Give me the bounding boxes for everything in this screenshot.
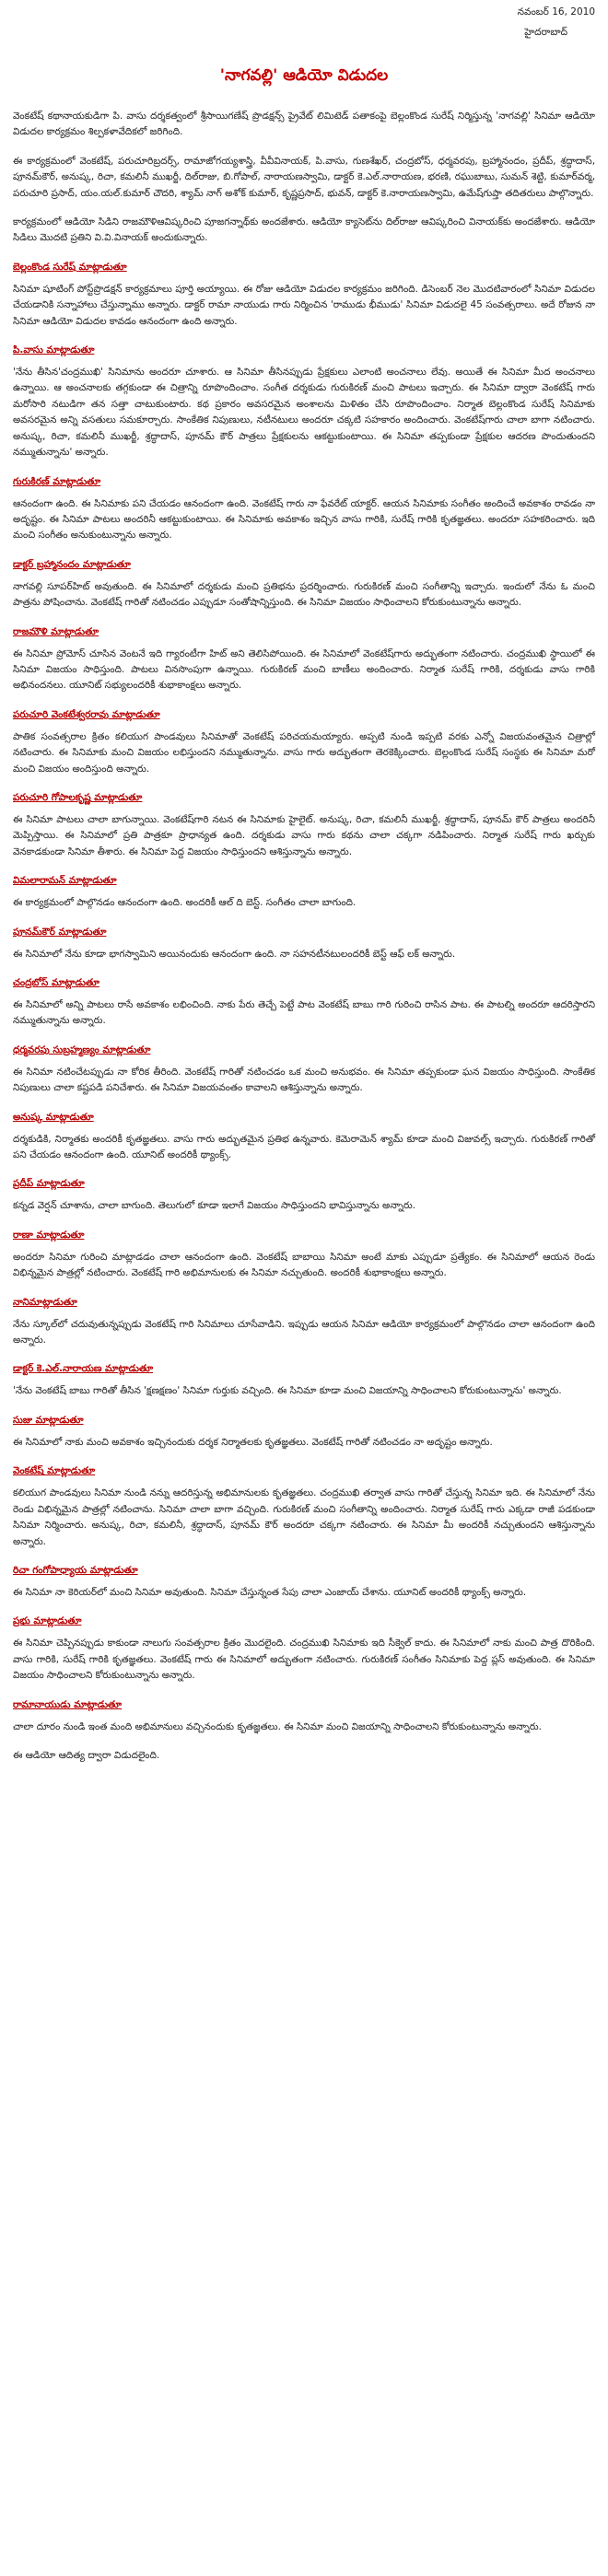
speaker-heading: పూనమ్‌కౌర్ మాట్లాడుతూ xyxy=(13,926,107,938)
city: హైదరాబాద్ xyxy=(524,27,567,38)
dateline xyxy=(13,6,595,39)
paragraph: నేను స్కూల్‌లో చదువుతున్నప్పుడు వెంకటేష్ గారి సినిమాలు చూసేవాడిని. ఇప్పుడు ఆయన సినిమా ఆడియో కార్యక్రమంలో పాల్గొనడం చాలా ఆనందంగా ఉంది అన్నారు. xyxy=(13,1318,595,1346)
date: నవంబర్ 16, 2010 xyxy=(517,6,595,17)
paragraph: దర్శకుడికి, నిర్మాతకు అందరికీ కృతజ్ఞతలు. వాసు గారు అద్భుతమైన ప్రతిభ ఉన్నవారు. కెమెరామెన్ శ్యామ్‌ కూడా మంచి విజువల్స్ ఇచ్చారు. గురుకిరణ్ గారితో పని చేయడం ఆనందంగా ఉంది. యూనిట్ అందరికీ థ్యాంక్స్. xyxy=(13,1133,595,1161)
paragraph: పాతిక సంవత్సరాల క్రితం కలియుగ పాండవులు సినిమాతో వెంకటేష్ పరిచయమయ్యారు. అప్పటి నుండి ఇప్పటి వరకు ఎన్నో విజయవంతమైన చిత్రాల్లో నటించారు. ఈ సినిమాకు మంచి విజయం లభిస్తుందని నమ్ముతున్నాను. వాసు గారు అద్భుతంగా తెరకెక్కించారు. బెల్లంకొండ సురేష్ సంస్థకు ఈ సినిమా మరో మంచి విజయం అందిస్తుంది అన్నారు. xyxy=(13,730,595,775)
speaker-heading: రామానాయుడు మాట్లాడుతూ xyxy=(13,1698,123,1710)
speaker-heading: నానిమాట్లాడుతూ xyxy=(13,1296,77,1308)
speaker-heading: రాణా మాట్లాడుతూ xyxy=(13,1229,85,1241)
speaker-heading: ప్రదీప్ మాట్లాడుతూ xyxy=(13,1178,85,1190)
paragraph: ఈ సినిమా నటించేటప్పుడు నా కోరిక తీరింది. వెంకటేష్ గారితో నటించడం ఒక మంచి అనుభవం. ఈ సినిమా తప్పకుండా ఘన విజయం సాధిస్తుంది. సాంకేతిక నిపుణులు చాలా కష్టపడి పనిచేశారు. ఈ సినిమా విజయవంతం కావాలని ఆశిస్తున్నాను అన్నారు. xyxy=(13,1066,595,1094)
speaker-heading: వెంకటేష్ మాట్లాడుతూ xyxy=(13,1465,96,1477)
speaker-heading: సుజు మాట్లాడుతూ xyxy=(13,1414,84,1426)
paragraph: ఈ కార్యక్రమంలో వెంకటేష్, పరుచూరిబ్రదర్స్, రామాజోగయ్యశాస్త్రి, వీవీవినాయక్, పి.వాసు, గుణశేఖర్, చంద్రబోస్, ధర్మవరపు, బ్రహ్మానందం, ప్రదీప్, శ్రద్ధాదాస్, పూనమ్‌కౌర్, అనుష్క, రిచా, కమలినీ ముఖర్జీ, దిల్‌రాజు, బి.గోపాల్, నారాయణస్వామి, డాక్టర్ కె.ఎల్.నారాయణ, భరణి, రఘుబాబు, సుమన్ శెట్టి, కుమార్‌వర్మ, పరుచూరి ప్రసాద్, యం.యల్.కుమార్ చౌదరి, శ్యామ్ నాగ్ అశోక్ కుమార్, కృష్ణప్రసాద్, భువన్, డాక్టర్ కె.నారాయణస్వామి, ఉమేష్‌గుప్తా తదితరులు పాల్గొన్నారు. xyxy=(13,155,595,199)
speaker-heading: అనుష్క మాట్లాడుతూ xyxy=(13,1111,94,1123)
speaker-heading: పి.వాసు మాట్లాడుతూ xyxy=(13,344,95,356)
paragraph: కలియుగ పాండవులు సినిమా నుండి నన్ను ఆదరిస్తున్న అభిమానులకు కృతజ్ఞతలు. చంద్రముఖి తర్వాత వాసు గారితో చేస్తున్న సినిమా ఇది. ఈ సినిమాలో నేను రెండు విభిన్నమైన పాత్రల్లో నటించాను. సినిమా చాలా బాగా వచ్చింది. గురుకిరణ్ మంచి సంగీతాన్ని అందించారు. నిర్మాత సురేష్ గారు ఎక్కడా రాజీ పడకుండా సినిమా నిర్మించారు. అనుష్క, రిచా, కమలినీ, శ్రద్ధాదాస్, పూనమ్ కౌర్ అందరూ చక్కగా నటించారు. ఈ సినిమా మీ అందరికీ నచ్చుతుందని ఆశిస్తున్నాను అన్నారు. xyxy=(13,1487,595,1547)
speaker-heading: పరుచూరి వెంకటేశ్వరరావు మాట్లాడుతూ xyxy=(13,708,160,720)
speaker-heading: ధర్మవరపు సుబ్రహ్మణ్యం మాట్లాడుతూ xyxy=(13,1043,151,1055)
speaker-heading: ప్రభు మాట్లాడుతూ xyxy=(13,1615,82,1627)
paragraph: ఈ సినిమాలో నేను కూడా భాగస్వామిని అయినందుకు ఆనందంగా ఉంది. నా సహనటీనటులందరికీ బెస్ట్ ఆఫ్ లక్ అన్నారు. xyxy=(13,948,456,960)
paragraph: కార్యక్రమంలో ఆడియో సిడిని రాజమౌళిఆవిష్కరించి పూజగన్నాథ్‌కు అందజేశారు. ఆడియో క్యాసెట్‌ను దిల్‌రాజు ఆవిష్కరించి వినాయక్‌కు అందజేశారు. ఆడియో సిడిలు మొదటి ప్రతిని వి.వి.వినాయక్ అందుకున్నారు. xyxy=(13,216,595,244)
speaker-heading: పరుచూరి గోపాలకృష్ణ మాట్లాడుతూ xyxy=(13,791,143,803)
paragraph: ఈ సినిమా నా కెరియర్‌లో మంచి సినిమా అవుతుంది. సినిమా చేస్తున్నంత సేపు చాలా ఎంజాయ్ చేశాను. యూనిట్ అందరికీ థ్యాంక్స్ అన్నారు. xyxy=(13,1586,527,1598)
paragraph: చాలా దూరం నుండి ఇంత మంది అభిమానులు వచ్చినందుకు కృతజ్ఞతలు. ఈ సినిమా మంచి విజయాన్ని సాధించాలని కోరుకుంటున్నాను అన్నారు. xyxy=(13,1720,542,1732)
speaker-heading: రిచా గంగోపాధ్యాయ మాట్లాడుతూ xyxy=(13,1564,138,1576)
speaker-heading: గురుకిరణ్ మాట్లాడుతూ xyxy=(13,475,101,487)
speaker-heading: డాక్టర్ కె.ఎల్.నారాయణ మాట్లాడుతూ xyxy=(13,1363,154,1375)
paragraph: నాగవల్లి సూపర్‌హిట్ అవుతుంది. ఈ సినిమాలో దర్శకుడు మంచి ప్రతిభను ప్రదర్శించారు. గురుకిరణ్ మంచి సంగీతాన్ని ఇచ్చారు. ఇందులో నేను ఓ మంచి పాత్రను పోషించాను. వెంకటేష్ గారితో నటించడం ఎప్పుడూ సంతోషాన్నిస్తుంది. ఈ సినిమా విజయం సాధించాలని కోరుకుంటున్నాను అన్నారు. xyxy=(13,580,595,609)
paragraph: 'నేను తీసిన'చంద్రముఖి' సినిమాను అందరూ చూశారు. ఆ సినిమా తీసినప్పుడు ప్రేక్షకులు ఎలాంటి అంచనాలు లేవు. అయితే ఈ సినిమా మీద అంచనాలు ఉన్నాయి. ఆ అంచనాలకు తగ్గకుండా ఈ చిత్రాన్ని రూపొందించాం. సంగీత దర్శకుడు గురుకిరణ్ మంచి పాటలు ఇచ్చారు. ఈ సినిమా ద్వారా వెంకటేష్ గారు మరోసారి నటుడిగా తన సత్తా చాటుకుంటారు. కథ ప్రకారం అవసరమైన అంశాలను మిళితం చేసి రూపొందించాం. నిర్మాత బెల్లంకొండ సురేష్ సినిమాకు అవసరమైన అన్ని వసతులు సమకూర్చారు. సాంకేతిక నిపుణులు, నటీనటులు అందరూ చక్కటి సహకారం అందించారు. వెంకటేష్‌గారు చాలా బాగా నటించారు. అనుష్క, రిచా, కమలినీ ముఖర్జీ, శ్రద్ధాదాస్, పూనమ్ కౌర్ పాత్రలు ప్రేక్షకులను ఆకట్టుకుంటాయి. ఈ సినిమా తప్పకుండా ప్రేక్షకుల ఆదరణ పొందుతుందని నమ్ముతున్నాను' అన్నారు. xyxy=(13,367,595,459)
paragraph: కన్నడ వెర్షన్ చూశాను, చాలా బాగుంది. తెలుగులో కూడా ఇలాగే విజయం సాధిస్తుందని భావిస్తున్నాను అన్నారు. xyxy=(13,1200,416,1212)
paragraph: ఈ సినిమా చెప్పినప్పుడు కాకుండా నాలుగు సంవత్సరాల క్రితం మొదలైంది. చంద్రముఖి సినిమాకు ఇది సీక్వెల్ కాదు. ఈ సినిమాలో నాకు మంచి పాత్ర దొరికింది. వాసు గారికి, సురేష్ గారికి కృతజ్ఞతలు. వెంకటేష్ గారు ఈ సినిమాలో అద్భుతంగా నటించారు. గురుకిరణ్ సంగీతం సినిమాకు పెద్ద ప్లస్ అవుతుంది. ఈ సినిమా విజయం సాధించాలని కోరుకుంటున్నాను అన్నారు. xyxy=(13,1638,595,1682)
paragraph: ఆనందంగా ఉంది. ఈ సినిమాకు పని చేయడం ఆనందంగా ఉంది. వెంకటేష్ గారు నా ఫేవరేట్ యాక్టర్. ఆయన సినిమాకు సంగీతం అందించే అవకాశం రావడం నా అదృష్టం. ఈ సినిమా పాటలు అందరినీ ఆకట్టుకుంటాయి. ఈ సినిమాకు అవకాశం ఇచ్చిన వాసు గారికి, సురేష్ గారికి కృతజ్ఞతలు. అందరూ సహకరించారు. ఇది మంచి సంగీతం అనుకుంటున్నాను అన్నారు. xyxy=(13,497,595,542)
paragraph: ఈ సినిమాలో నాకు మంచి అవకాశం ఇచ్చినందుకు దర్శక నిర్మాతలకు కృతజ్ఞతలు. వెంకటేష్ గారితో నటించడం నా అదృష్టం అన్నారు. xyxy=(13,1436,493,1448)
speaker-heading: చంద్రబోస్ మాట్లాడుతూ xyxy=(13,977,99,988)
speaker-heading: బెల్లంకొండ సురేష్ మాట్లాడుతూ xyxy=(13,261,127,273)
page-title: 'నాగవల్లి' ఆడియో విడుదల xyxy=(219,66,389,85)
article-body xyxy=(13,109,595,1764)
paragraph: ఈ సినిమాలో అన్ని పాటలు రాసే అవకాశం లభించింది. నాకు పేరు తెచ్చే పెట్టే పాట వెంకటేష్ బాబు గారి గురించి రాసిన పాట. ఈ పాటల్ని అందరూ ఆదరిస్తారని నమ్ముతున్నాను అన్నారు. xyxy=(13,999,595,1027)
paragraph: 'నేను వెంకటేష్‌ బాబు గారితో తీసిన 'క్షణక్షణం' సినిమా గుర్తుకు వచ్చింది. ఈ సినిమా కూడా మంచి విజయాన్ని సాధించాలని కోరుకుంటున్నాను' అన్నారు. xyxy=(13,1385,562,1397)
paragraph: ఈ సినిమా ప్రోమోస్ చూసిన వెంటనే ఇది గ్యారంటీగా హిట్ అని తెలిసిపోయింది. ఈ సినిమాలో వెంకటేష్‌గారు అద్భుతంగా నటించారు. చంద్రముఖి స్థాయిలో ఈ సినిమా విజయం సాధిస్తుంది. పాటలు వినసొంపుగా ఉన్నాయి. గురుకిరణ్ మంచి బాణీలు అందించారు. నిర్మాత సురేష్ గారికి, దర్శకుడు వాసు గారికి అభినందనలు. యూనిట్ సభ్యులందరికీ శుభాకాంక్షలు అన్నారు. xyxy=(13,647,595,692)
speaker-heading: డాక్టర్ బ్రహ్మానందం మాట్లాడుతూ xyxy=(13,558,131,570)
paragraph: ఈ కార్యక్రమంలో పాల్గొనడం ఆనందంగా ఉంది. అందరికీ ఆల్ ది బెస్ట్. సంగీతం చాలా బాగుంది. xyxy=(13,897,357,909)
paragraph: అందరూ సినిమా గురించి మాట్లాడడం చాలా ఆనందంగా ఉంది. వెంకటేష్ బాబాయి సినిమా అంటే మాకు ఎప్పుడూ ప్రత్యేకం. ఈ సినిమాలో ఆయన రెండు విభిన్నమైన పాత్రల్లో నటించారు. వెంకటేష్ గారి అభిమానులకు ఈ సినిమా నచ్చుతుంది. అందరికీ శుభాకాంక్షలు అన్నారు. xyxy=(13,1251,595,1279)
speaker-heading: విమలారామన్ మాట్లాడుతూ xyxy=(13,875,117,887)
paragraph: ఈ ఆడియో ఆదిత్య ద్వారా విడుదలైంది. xyxy=(13,1749,160,1761)
paragraph: ఈ సినిమా పాటలు చాలా బాగున్నాయి. వెంకటేష్‌గారి నటన ఈ సినిమాకు హైలైట్. అనుష్క, రిచా, కమలినీ ముఖర్జీ, శ్రద్ధాదాస్, పూనమ్ కౌర్ పాత్రలు అందరినీ మెప్పిస్తాయి. ఈ సినిమాలో ప్రతి పాత్రకూ ప్రాధాన్యత ఉంది. దర్శకుడు వాసు గారు కథను చాలా చక్కగా నడిపించారు. నిర్మాత సురేష్ గారు ఖర్చుకు వెనకాడకుండా సినిమా తీశారు. ఈ సినిమా పెద్ద విజయం సాధిస్తుందని ఆశిస్తున్నాను అన్నారు. xyxy=(13,813,595,857)
paragraph: సినిమా షూటింగ్ పోస్ట్‌ప్రొడక్షన్ కార్యక్రమాలు పూర్తి అయ్యాయి. ఈ రోజు ఆడియో విడుదల కార్యక్రమం జరిగింది. డిసెంబర్ నెల మొదటివారంలో సినిమా విడుదల చేయడానికి సన్నాహాలు చేస్తున్నాము అన్నారు. డాక్టర్ రామా నాయుడు గారు నిర్మించిన 'రాముడు భీముడు' సినిమా విడుదలై 45 సంవత్సరాలు. అదే రోజున నా సినిమా ఆడియో విడుదల కావడం ఆనందంగా ఉంది అన్నారు. xyxy=(13,283,595,327)
speaker-heading: రాజమౌళి మాట్లాడుతూ xyxy=(13,625,99,637)
paragraph: వెంకటేష్ కథానాయకుడిగా పి. వాసు దర్శకత్వంలో శ్రీసాయిగణేష్ ప్రొడక్షన్స్ ప్రైవేట్ లిమిటెడ్ పతాకంపై బెల్లంకొండ సురేష్ నిర్మిస్తున్న 'నాగవల్లి' సినిమా ఆడియో విడుదల కార్యక్రమం శిల్పకళావేదికలో జరిగింది. xyxy=(13,111,595,138)
